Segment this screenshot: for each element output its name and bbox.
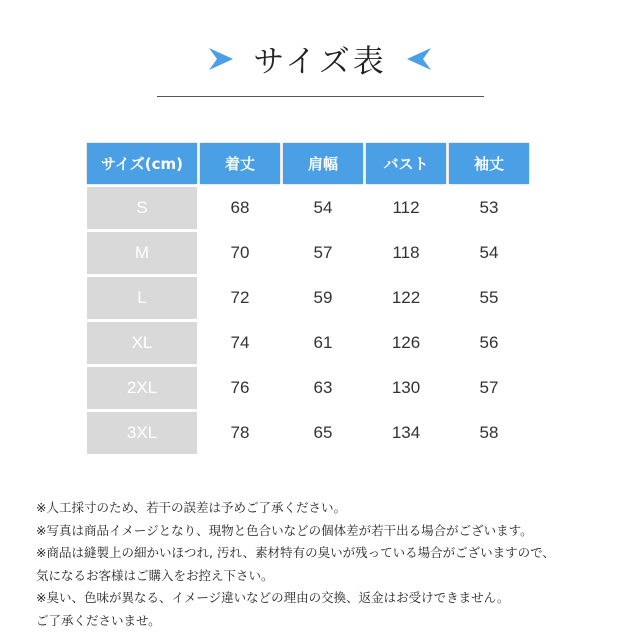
note-line: ご了承くださいませ。 — [36, 612, 161, 628]
bust-value: 126 — [391, 333, 421, 352]
title-area — [0, 36, 640, 81]
sleeve-value: 54 — [479, 243, 499, 262]
note-line: 気になるお客様はご購入をお控え下さい。 — [36, 567, 274, 583]
size-label: XL — [87, 322, 197, 364]
note-line: ※写真は商品イメージとなり、現物と色合いなどの個体差が若干出る場合がございます。 — [36, 522, 533, 538]
table-row — [87, 187, 529, 229]
bust-value: 134 — [391, 423, 421, 442]
shoulder-value: 57 — [313, 243, 333, 262]
sleeve-value: 55 — [479, 288, 499, 307]
length-value: 76 — [230, 378, 250, 397]
header-length: 着丈 — [200, 143, 280, 184]
shoulder-value: 61 — [313, 333, 333, 352]
title-divider — [157, 96, 484, 97]
size-label: 3XL — [87, 412, 197, 454]
table-header-row — [87, 143, 529, 184]
note-line: ※人工採寸のため、若干の誤差は予めご了承ください。 — [36, 500, 346, 515]
header-sleeve: 袖丈 — [449, 143, 529, 184]
note-line: ※臭い、色味が異なる、イメージ違いなどの理由の交換、返金はお受けできません。 — [36, 590, 510, 605]
bust-value: 130 — [391, 378, 421, 397]
header-size: サイズ(cm) — [87, 143, 197, 184]
size-table — [84, 140, 532, 457]
size-label: 2XL — [87, 367, 197, 409]
size-label: S — [87, 187, 197, 229]
table-row — [87, 367, 529, 409]
page-title: サイズ表 — [253, 44, 387, 80]
header-bust: バスト — [366, 143, 446, 184]
table-row — [87, 322, 529, 364]
notes — [36, 497, 626, 632]
shoulder-value: 59 — [313, 288, 333, 307]
size-label: M — [87, 232, 197, 274]
table-row — [87, 277, 529, 319]
bust-value: 112 — [392, 198, 420, 217]
chevron-left-icon — [405, 46, 433, 72]
length-value: 72 — [230, 288, 250, 307]
sleeve-value: 53 — [479, 198, 499, 217]
sleeve-value: 56 — [479, 333, 499, 352]
sleeve-value: 57 — [479, 378, 499, 397]
length-value: 70 — [230, 243, 250, 262]
header-shoulder: 肩幅 — [283, 143, 363, 184]
shoulder-value: 65 — [313, 423, 333, 442]
shoulder-value: 63 — [313, 378, 333, 397]
sleeve-value: 58 — [479, 423, 499, 442]
length-value: 78 — [230, 423, 250, 442]
bust-value: 122 — [391, 288, 421, 307]
length-value: 74 — [230, 333, 250, 352]
size-label: L — [87, 277, 197, 319]
table-row — [87, 412, 529, 454]
shoulder-value: 54 — [313, 198, 333, 217]
chevron-right-icon — [207, 46, 235, 72]
note-line: ※商品は縫製上の細かいほつれ, 汚れ、素材特有の臭いが残っている場合がございますので、 — [36, 545, 555, 560]
bust-value: 118 — [392, 243, 420, 262]
table-row — [87, 232, 529, 274]
length-value: 68 — [230, 198, 250, 217]
